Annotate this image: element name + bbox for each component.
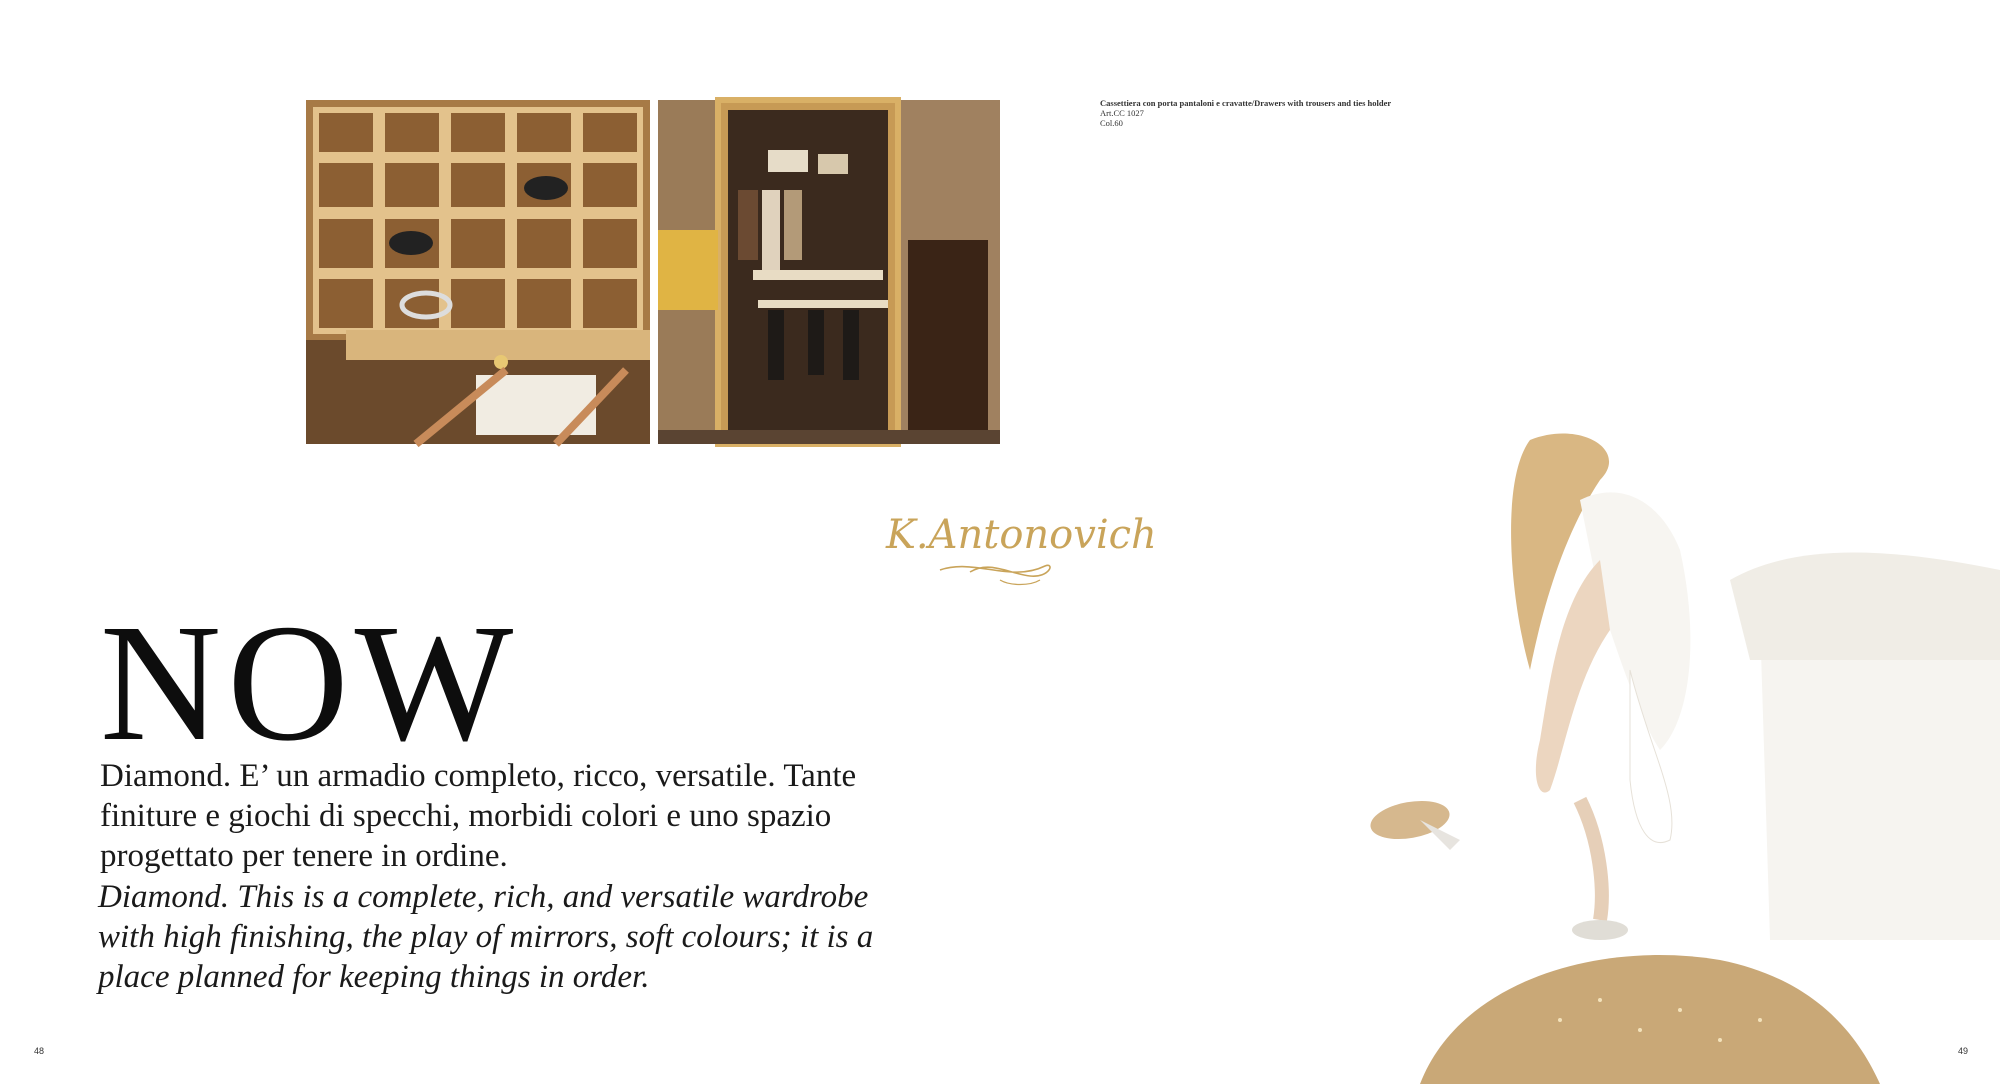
logo-lettering: K.Antonovich: [886, 512, 1157, 558]
drawer-organizer-photo: [306, 100, 650, 444]
caption-dimension: Col.60: [1100, 118, 1123, 128]
page-number-left: 48: [34, 1046, 45, 1056]
caption-article: Art.CC 1027: [1100, 108, 1144, 118]
body-english: Diamond. This is a complete, rich, and versatile wardrobe with high finishing, the play of mirrors, soft colours; it is a place planned for keeping things in order.: [98, 879, 874, 995]
page-number-right: 49: [1958, 1046, 1969, 1056]
woman-seated-photo: [1300, 420, 2000, 1084]
caption-title: Cassettiera con porta pantaloni e cravatte/Drawers with trousers and ties holder: [1100, 98, 1392, 108]
k-antonovich-logo: [880, 488, 1157, 598]
open-wardrobe-photo: [658, 100, 1000, 444]
headline: NOW: [100, 590, 520, 776]
body-italian: Diamond. E’ un armadio completo, ricco, versatile. Tante finiture e giochi di specchi, morbidi colori e uno spazio progettato per tenere in ordine.: [100, 758, 857, 874]
photo-caption: [1100, 98, 1391, 128]
